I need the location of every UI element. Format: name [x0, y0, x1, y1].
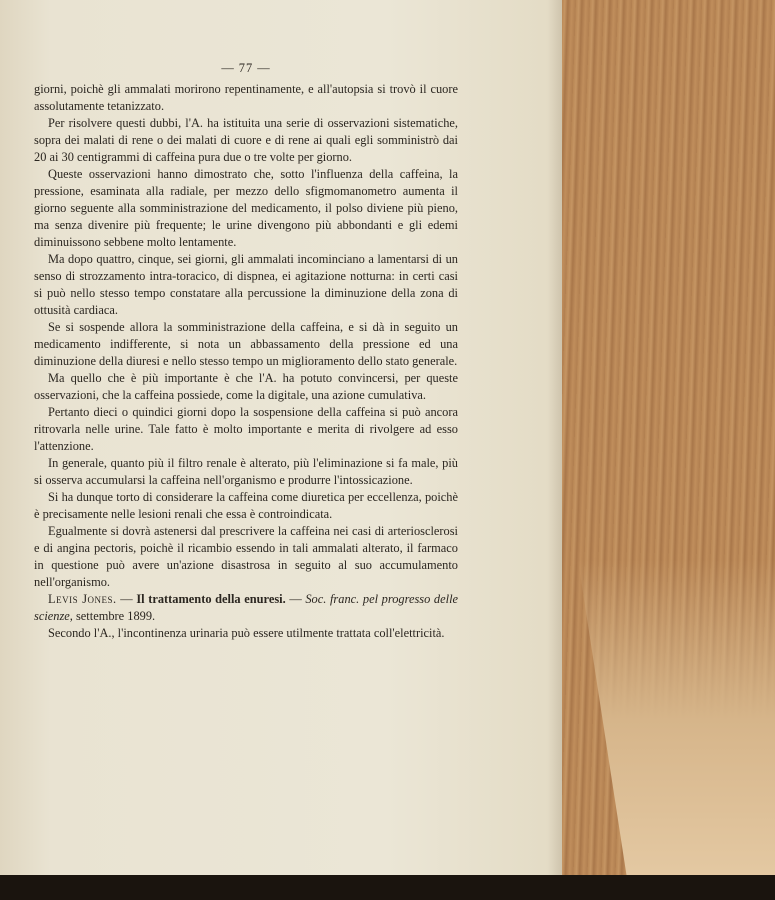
- paragraph: Pertanto dieci o quindici giorni dopo la sospensione della caffeina si può ancora ritrovarla nelle urine. Tale fatto è molto importante e merita di rivolgere ad esso l'attenzione.: [34, 405, 458, 453]
- bottom-shadow: [0, 875, 775, 900]
- paragraph: Secondo l'A., l'incontinenza urinaria può essere utilmente trattata coll'elettricità.: [48, 626, 445, 640]
- entry-date: settembre 1899.: [72, 609, 156, 623]
- entry-journal: Soc. franc. pel progresso delle scienze,: [34, 592, 459, 623]
- page-text: [34, 60, 458, 642]
- paragraph: Si ha dunque torto di considerare la caffeina come diuretica per eccellenza, poichè è precisamente nelle lesioni renali che essa è controindicata.: [34, 490, 458, 521]
- paragraph: Per risolvere questi dubbi, l'A. ha istituita una serie di osservazioni sistematiche, sopra dei malati di rene o dei malati di cuore e di rene ai quali egli somministrò dai 20 ai 30 centigrammi di caffeina pura due o tre volte per giorno.: [34, 116, 458, 164]
- paragraph: Queste osservazioni hanno dimostrato che, sotto l'influenza della caffeina, la pressione, esaminata alla radiale, per mezzo dello sfigmomanometro aumenta il giorno seguente alla somministrazione del medicamento, il polso diviene più pieno, ma senza divenire più frequente; le urine divengono più abbondanti e gli edemi diminuissono sebbene molto lentamente.: [34, 167, 458, 249]
- entry-dash: —: [116, 592, 137, 606]
- entry-title: Il trattamento della enuresi.: [136, 592, 286, 606]
- paragraph: Ma dopo quattro, cinque, sei giorni, gli ammalati incominciano a lamentarsi di un senso di strozzamento intra-toracico, di dispnea, ei agitazione notturna: in certi casi si può nello stesso tempo constatare alla percussione la diminuzione della zona di ottusità cardiaca.: [34, 252, 458, 317]
- paragraph: Se si sospende allora la somministrazione della caffeina, e si dà in seguito un medicamento indifferente, si nota un abbassamento della pressione ed una diminuzione della diuresi e nello stesso tempo un miglioramento dello stato generale.: [34, 320, 458, 368]
- paragraph: giorni, poichè gli ammalati morirono repentinamente, e all'autopsia si trovò il cuore assolutamente tetanizzato.: [34, 82, 458, 113]
- paragraph: Egualmente si dovrà astenersi dal prescrivere la caffeina nei casi di arteriosclerosi e di angina pectoris, poichè il ricambio essendo in tali ammalati alterato, il farmaco in questione può avere un'azione disastrosa in seguito al suo accumulamento nell'organismo.: [34, 524, 458, 589]
- bibliography-entry: [34, 591, 458, 625]
- entry-author: Levis Jones.: [48, 592, 117, 606]
- paragraph: In generale, quanto più il filtro renale è alterato, più l'eliminazione si fa male, più si osserva accumularsi la caffeina nell'organismo e produrre l'intossicazione.: [34, 456, 458, 487]
- paragraph: Ma quello che è più importante è che l'A. ha potuto convincersi, per queste osservazioni, che la caffeina possiede, come la digitale, una azione cumulativa.: [34, 371, 458, 402]
- entry-dash: —: [285, 592, 306, 606]
- page-number: — 77 —: [221, 61, 271, 75]
